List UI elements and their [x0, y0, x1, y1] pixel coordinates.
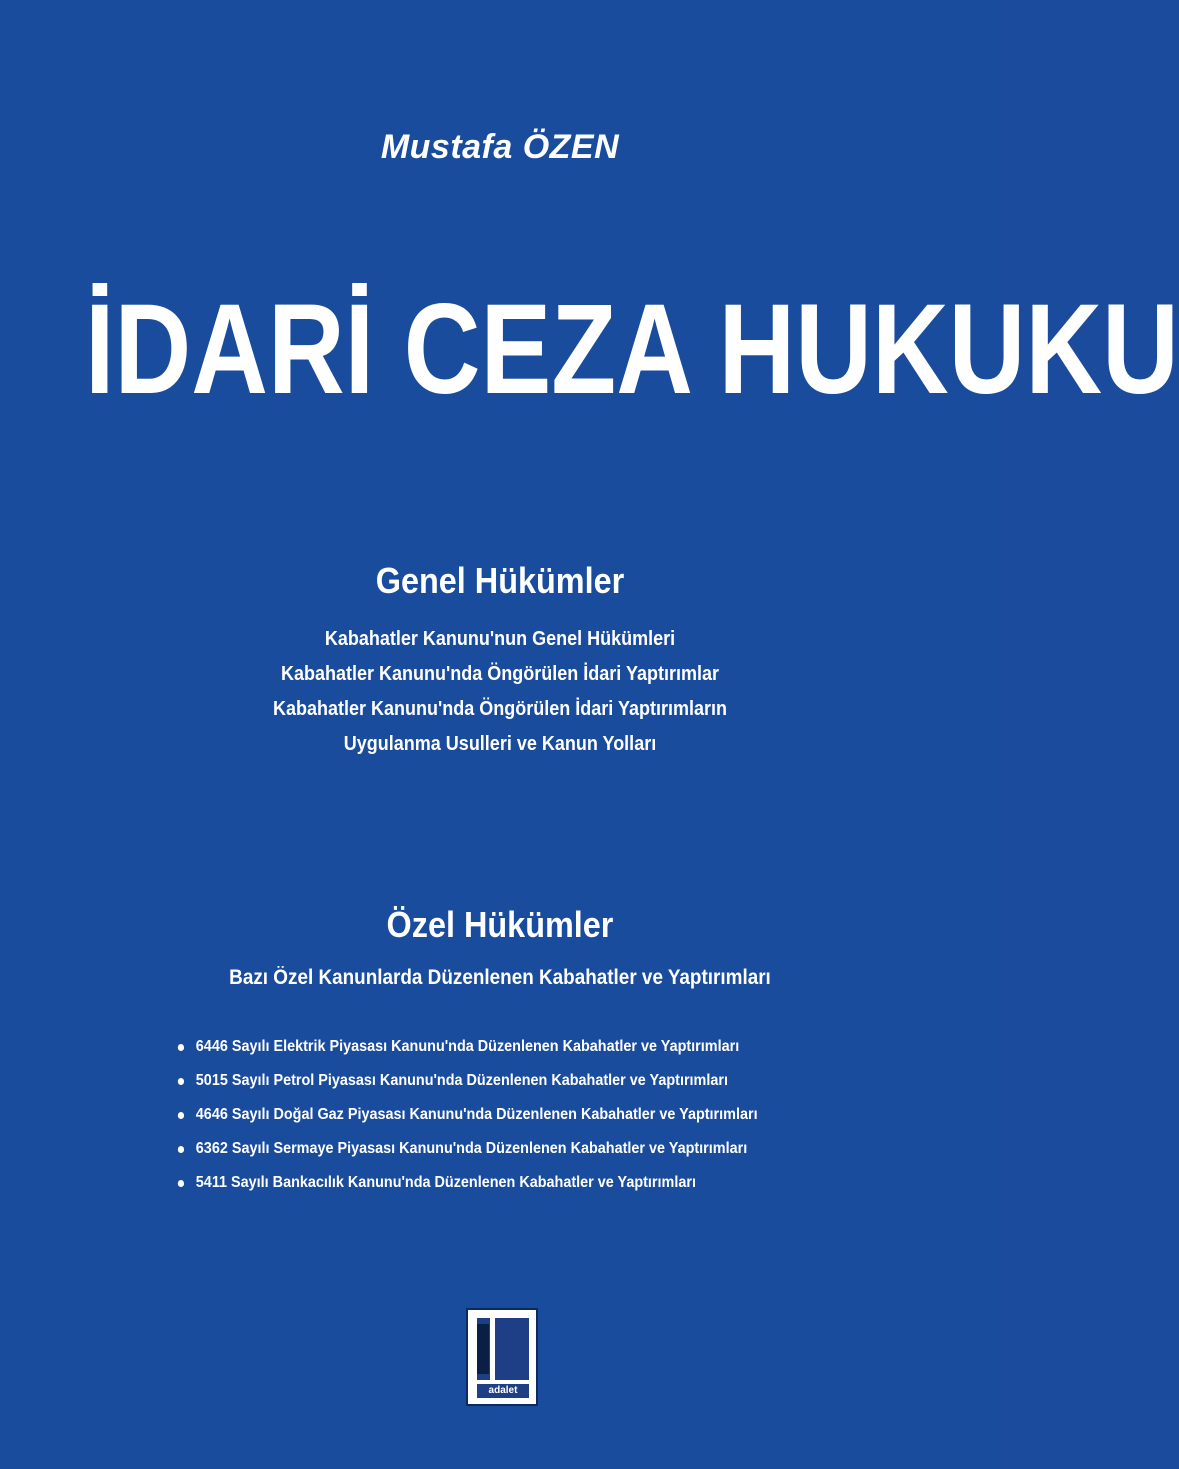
- general-provisions-list: [0, 622, 1000, 762]
- list-item-text: 4646 Sayılı Doğal Gaz Piyasası Kanunu'nda Düzenlenen Kabahatler ve Yaptırımları: [195, 1106, 758, 1123]
- publisher-logo: [466, 1308, 538, 1406]
- list-item: [176, 1030, 806, 1064]
- author-name: Mustafa ÖZEN: [380, 128, 620, 166]
- bullet-icon: [178, 1146, 184, 1153]
- list-item: [176, 1166, 806, 1200]
- bullet-icon: [178, 1112, 184, 1119]
- general-provisions-line: Uygulanma Usulleri ve Kanun Yolları: [343, 733, 657, 755]
- list-item: [176, 1132, 806, 1166]
- book-title: İDARİ CEZA HUKUKU: [85, 278, 1179, 421]
- list-item: [176, 1098, 806, 1132]
- list-item: [176, 1064, 806, 1098]
- list-item-text: 5015 Sayılı Petrol Piyasası Kanunu'nda Düzenlenen Kabahatler ve Yaptırımları: [195, 1072, 728, 1089]
- list-item-text: 6446 Sayılı Elektrik Piyasası Kanunu'nda Düzenlenen Kabahatler ve Yaptırımları: [195, 1038, 740, 1055]
- general-provisions-line: Kabahatler Kanunu'nda Öngörülen İdari Yaptırımlar: [280, 663, 720, 685]
- publisher-name: adalet: [488, 1385, 518, 1396]
- bullet-icon: [178, 1180, 184, 1187]
- book-cover-shape: [477, 1324, 489, 1374]
- bullet-icon: [178, 1078, 184, 1085]
- special-provisions-list: [176, 1030, 876, 1200]
- list-item-text: 6362 Sayılı Sermaye Piyasası Kanunu'nda Düzenlenen Kabahatler ve Yaptırımları: [195, 1140, 748, 1157]
- general-provisions-line: Kabahatler Kanunu'nda Öngörülen İdari Yaptırımların: [272, 698, 728, 720]
- bullet-icon: [178, 1044, 184, 1051]
- book-spine-shape: [490, 1318, 495, 1380]
- general-provisions-line: Kabahatler Kanunu'nun Genel Hükümleri: [324, 628, 676, 650]
- general-provisions-heading: Genel Hükümler: [375, 560, 625, 601]
- list-item-text: 5411 Sayılı Bankacılık Kanunu'nda Düzenlenen Kabahatler ve Yaptırımları: [195, 1174, 696, 1191]
- special-provisions-subheading: Bazı Özel Kanunlarda Düzenlenen Kabahatler ve Yaptırımları: [229, 966, 771, 989]
- special-provisions-heading: Özel Hükümler: [386, 904, 614, 945]
